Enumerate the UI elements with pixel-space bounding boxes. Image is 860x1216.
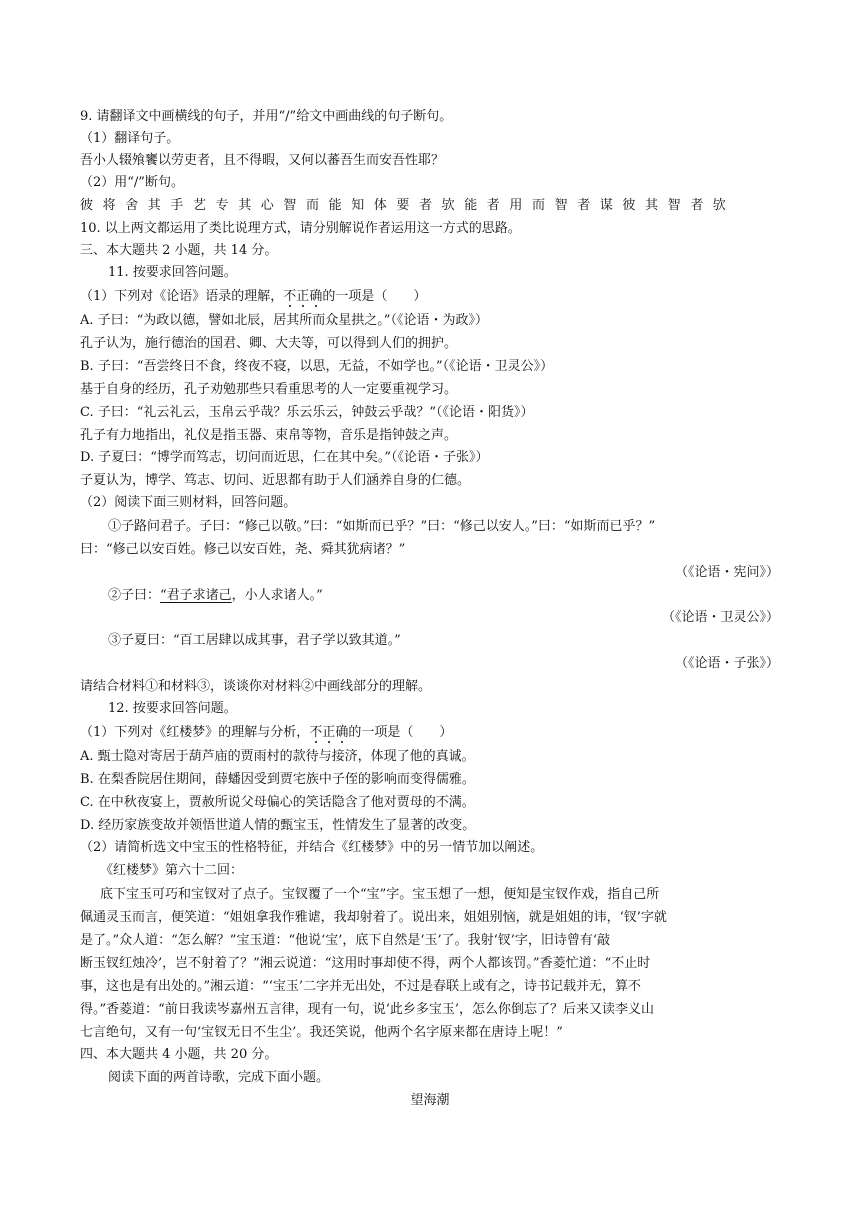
- passage-line: 佩通灵玉而言，便笑道：“姐姐拿我作雅谑，我却射着了。说出来，姐姐别恼，就是姐姐的讳，‘钗’字就: [80, 910, 667, 925]
- q12-option-c: C. 在中秋夜宴上，贾赦所说父母偏心的笑话隐含了他对贾母的不满。: [80, 795, 475, 810]
- q9-title: 9. 请翻译文中画横线的句子，并用“/”给文中画曲线的句子断句。: [80, 109, 453, 124]
- q9-punctuation-text: 彼将舍其手艺专其心智而能知体要者欤能者用而智者谋彼其智者欤: [80, 198, 736, 213]
- emphasis-char: 不: [283, 289, 297, 304]
- passage-line: 断玉钗红烛冷’，岂不射着了？”湘云说道：“这用时事却使不得，两个人都该罚。”香菱忙道：“不止时: [80, 956, 651, 971]
- passage-line: 底下宝玉可巧和宝钗对了点子。宝钗覆了一个“宝”字。宝玉想了一想，便知是宝钗作戏，指自己所: [100, 887, 660, 902]
- material-3: ③子夏曰：“百工居肆以成其事，君子学以致其道。”: [108, 633, 401, 648]
- q9-sub2-label: （2）用“/”断句。: [80, 175, 184, 190]
- q12-sub2: （2）请简析选文中宝玉的性格特征，并结合《红楼梦》中的另一情节加以阐述。: [80, 840, 544, 855]
- q11-sub2: （2）阅读下面三则材料，回答问题。: [80, 495, 297, 510]
- q12-option-b: B. 在梨香院居住期间，薛蟠因受到贾宅族中子侄的影响而变得儒雅。: [80, 772, 475, 787]
- section4-heading: 四、本大题共 4 小题，共 20 分。: [80, 1047, 278, 1062]
- q9-translate-sentence: 吾小人辍飧饔以劳吏者，且不得暇，又何以蕃吾生而安吾性耶？: [80, 153, 445, 168]
- q12-chapter-title: 《红楼梦》第六十二回：: [100, 863, 244, 878]
- emphasis-char: 正: [322, 725, 336, 740]
- q11-number: 11. 按要求回答问题。: [108, 265, 237, 280]
- q12-sub1: [80, 722, 452, 744]
- q11-option-c: C. 子曰：“礼云礼云，玉帛云乎哉？乐云乐云，钟鼓云乎哉？”（《论语・阳货》）: [80, 405, 534, 420]
- passage-line: 七言绝句，又有一句‘宝钗无日不生尘’。我还笑说，他两个名字原来都在唐诗上呢！”: [80, 1025, 563, 1040]
- section3-heading: 三、本大题共 2 小题，共 14 分。: [80, 243, 278, 258]
- material-3-source: （《论语・子张》）: [674, 656, 779, 671]
- passage-line: 是了。”众人道：“怎么解？”宝玉道：“他说‘宝’，底下自然是‘玉’了。我射‘钗’字，旧诗曾有‘敲: [80, 933, 611, 948]
- passage-line: 事，这也是有出处的。”湘云道：“‘宝玉’二字并无出处，不过是春联上或有之，诗书记载并无，算不: [80, 979, 642, 994]
- emphasis-char: 确: [309, 289, 323, 304]
- q11-sub1: [80, 286, 426, 308]
- q12-number: 12. 按要求回答问题。: [108, 701, 237, 716]
- material-1-line-1: ①子路问君子。子曰：“修己以敬。”曰：“如斯而已乎？”曰：“修己以安人。”曰：“如斯而已乎？”: [108, 519, 656, 534]
- emphasis-char: 正: [296, 289, 310, 304]
- poem-title: 望海潮: [410, 1093, 450, 1108]
- q9-sub1-label: （1）翻译句子。: [80, 131, 180, 146]
- q11-option-d-explanation: 子夏认为，博学、笃志、切问、近思都有助于人们涵养自身的仁德。: [80, 473, 471, 488]
- material-2-pre: ②子曰：: [108, 588, 161, 603]
- q11-option-d: D. 子夏曰：“博学而笃志，切问而近思，仁在其中矣。”（《论语・子张》）: [80, 450, 489, 465]
- q10-text: 10. 以上两文都运用了类比说理方式，请分别解说作者运用这一方式的思路。: [80, 221, 521, 236]
- q11-sub1-pre: （1）下列对《论语》语录的理解，: [80, 289, 284, 304]
- q12-option-d: D. 经历家族变故并领悟世道人情的甄宝玉，性情发生了显著的改变。: [80, 818, 476, 833]
- q11-prompt: 请结合材料①和材料③，谈谈你对材料②中画线部分的理解。: [80, 679, 432, 694]
- q12-sub1-post: 的一项是（ ）: [348, 725, 453, 740]
- material-1-line-2: 曰：“修己以安百姓。修己以安百姓，尧、舜其犹病诸？”: [80, 542, 406, 557]
- passage-line: 得。”香菱道：“前日我读岑嘉州五言律，现有一句，说‘此乡多宝玉’，怎么你倒忘了？后来又读李义山: [80, 1002, 655, 1017]
- emphasis-char: 不: [309, 725, 323, 740]
- q11-option-b: B. 子曰：“吾尝终日不食，终夜不寝，以思，无益，不如学也。”（《论语・卫灵公》）: [80, 359, 554, 374]
- material-1-source: （《论语・宪问》）: [674, 565, 779, 580]
- q11-option-a-explanation: 孔子认为，施行德治的国君、卿、大夫等，可以得到人们的拥护。: [80, 336, 458, 351]
- material-2-post: ，小人求诸人。”: [231, 588, 323, 603]
- q12-option-a: A. 甄士隐对寄居于葫芦庙的贾雨村的款待与接济，体现了他的真诚。: [80, 749, 475, 764]
- q11-option-c-explanation: 孔子有力地指出，礼仪是指玉器、束帛等物，音乐是指钟鼓之声。: [80, 428, 458, 443]
- section4-intro: 阅读下面的两首诗歌，完成下面小题。: [108, 1070, 330, 1085]
- q11-sub1-post: 的一项是（ ）: [322, 289, 427, 304]
- material-2-source: （《论语・卫灵公》）: [661, 610, 779, 625]
- q12-sub1-pre: （1）下列对《红楼梦》的理解与分析，: [80, 725, 310, 740]
- material-2-underlined: “君子求诸己: [160, 588, 232, 603]
- material-2: [108, 585, 323, 607]
- q11-option-a: A. 子曰：“为政以德，譬如北辰，居其所而众星拱之。”（《论语・为政》）: [80, 313, 488, 328]
- emphasis-char: 确: [335, 725, 349, 740]
- q11-option-b-explanation: 基于自身的经历，孔子劝勉那些只看重思考的人一定要重视学习。: [80, 382, 458, 397]
